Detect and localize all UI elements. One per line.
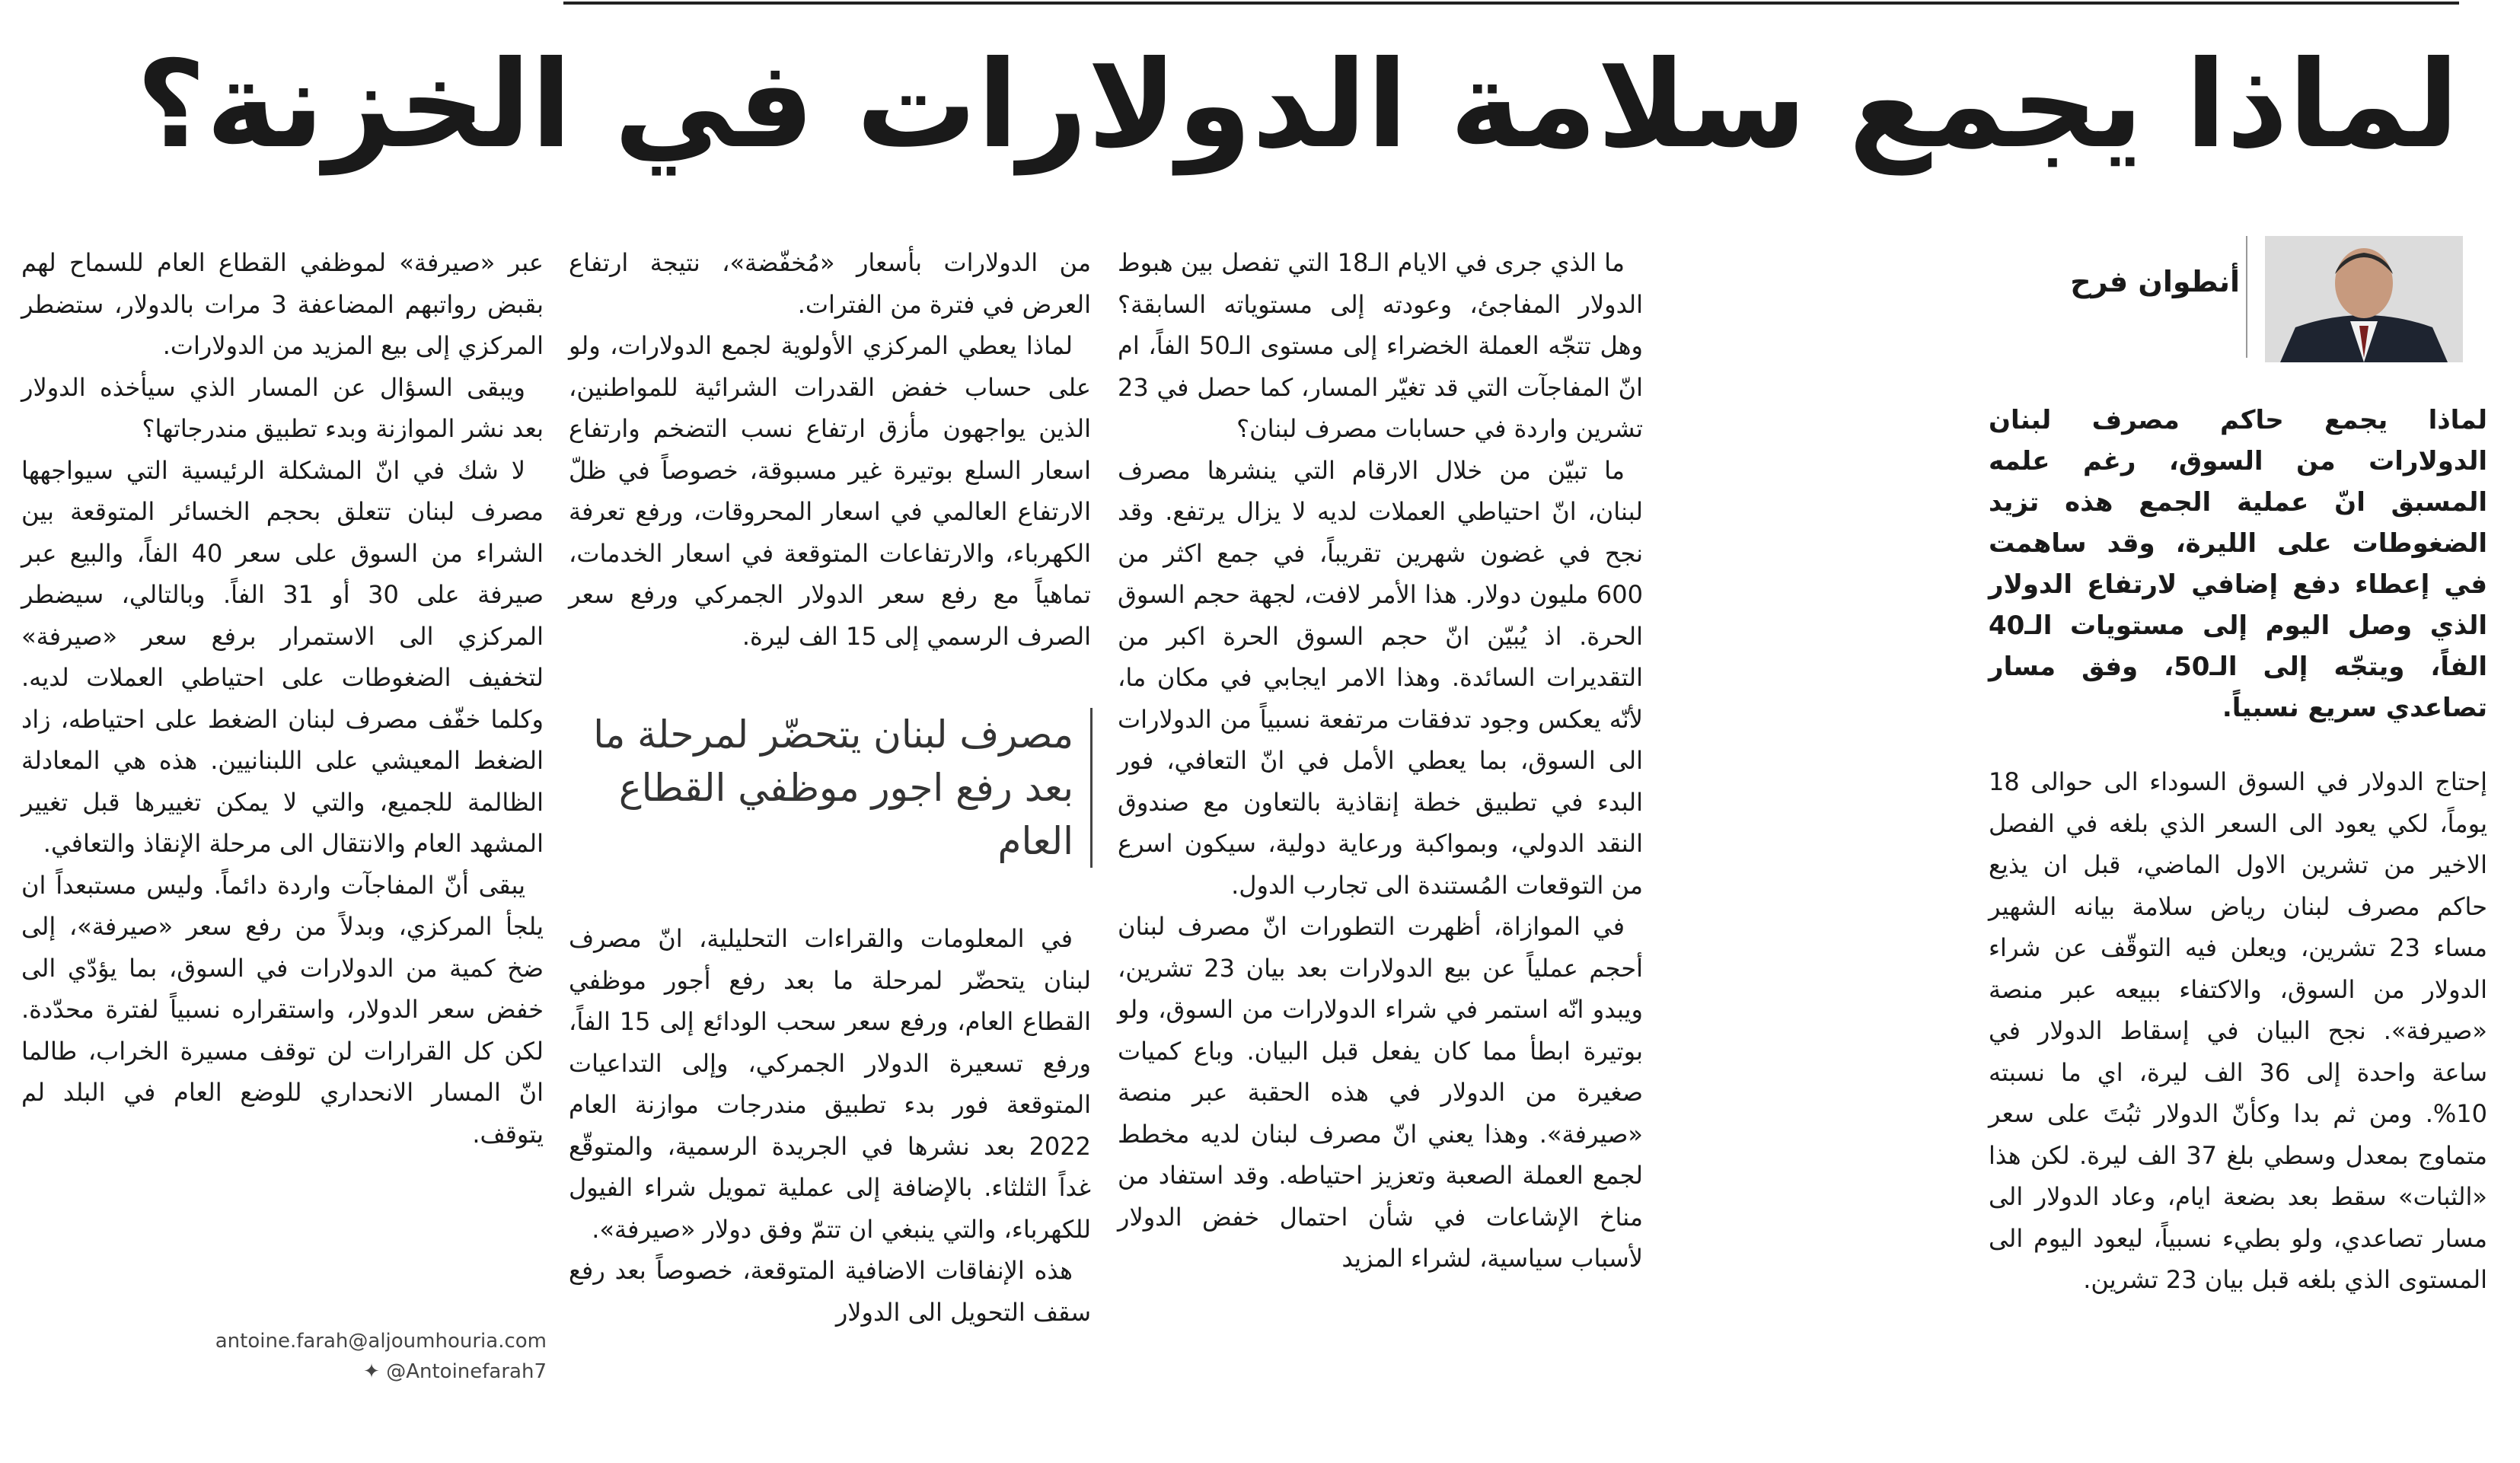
- twitter-icon: ✦: [363, 1360, 387, 1383]
- article-column-3-lower: [569, 918, 1091, 1333]
- author-photo: [2265, 236, 2463, 362]
- paragraph: ما الذي جرى في الايام الـ18 التي تفصل بين هبوط الدولار المفاجئ، وعودته إلى مستوياته السابقة؟ وهل تتجّه العملة الخضراء إلى مستوى الـ50 الفاً، ام انّ المفاجآت التي قد تغيّر المسار، كما حصل في 23 تشرين واردة في حسابات مصرف لبنان؟: [1118, 248, 1644, 443]
- paragraph: في الموازاة، أظهرت التطورات انّ مصرف لبنان أحجم عملياً عن بيع الدولارات بعد بيان 23 تشرين، ويبدو انّه استمر في شراء الدولارات من السوق، ولو بوتيرة ابطأ مما كان يفعل قبل البيان. وباع كميات صغيرة من الدولار في هذه الحقبة عبر منصة «صيرفة». وهذا يعني انّ مصرف لبنان لديه مخطط لجمع العملة الصعبة وتعزيز احتياطه. وقد استفاد من مناخ الإشاعات في شأن احتمال خفض الدولار لأسباب سياسية، لشراء المزيد: [1118, 912, 1643, 1273]
- author-twitter: @Antoinefarah7: [386, 1360, 547, 1383]
- paragraph: لا شك في انّ المشكلة الرئيسية التي سيواجهها مصرف لبنان تتعلق بحجم الخسائر المتوقعة بين الشراء من السوق على سعر 40 الفاً، والبيع عبر صيرفة على 30 أو 31 الفاً. وبالتالي، سيضطر المركزي الى الاستمرار برفع سعر «صيرفة» لتخفيف الضغوطات على احتياطي العملات لديه. وكلما خفّف مصرف لبنان الضغط على احتياطه، زاد الضغط المعيشي على اللبنانيين. هذه هي المعادلة الظالمة للجميع، والتي لا يمكن تغييرها قبل تغيير المشهد العام والانتقال الى مرحلة الإنقاذ والتعافي.: [21, 455, 544, 858]
- paragraph: من الدولارات بأسعار «مُخفّضة»، نتيجة ارتفاع العرض في فترة من الفترات.: [569, 248, 1091, 319]
- byline-divider: [2246, 236, 2247, 358]
- paragraph: يبقى أنّ المفاجآت واردة دائماً. وليس مستبعداً ان يلجأ المركزي، وبدلاً من رفع سعر «صيرفة»، إلى ضخ كمية من الدولارات في السوق، بما يؤدّي الى خفض سعر الدولار، واستقراره نسبياً لفترة محدّدة. لكن كل القرارات لن توقف مسيرة الخراب، طالما انّ المسار الانحداري للوضع العام في البلد لم يتوقف.: [21, 870, 544, 1149]
- paragraph: ما تبيّن من خلال الارقام التي ينشرها مصرف لبنان، انّ احتياطي العملات لديه لا يزال يرتفع. وقد نجح في غضون شهرين تقريباً، في جمع اكثر من 600 مليون دولار. هذا الأمر لافت، لجهة حجم السوق الحرة. اذ يُبيّن انّ حجم السوق الحرة اكبر من التقديرات السائدة. وهذا الامر ايجابي في مكان ما، لأنّه يعكس وجود تدفقات مرتفعة نسبياً من الدولارات الى السوق، بما يعطي الأمل في انّ التعافي، فور البدء في تطبيق خطة إنقاذية بالتعاون مع صندوق النقد الدولي، وبمواكبة ورعاية دولية، سيكون اسرع من التوقعات المُستندة الى تجارب الدول.: [1118, 455, 1643, 900]
- article-column-1: [1989, 761, 2487, 1301]
- paragraph: إحتاج الدولار في السوق السوداء الى حوالى 18 يوماً، لكي يعود الى السعر الذي بلغه في الفصل الاخير من تشرين الاول الماضي، قبل ان يذيع حاكم مصرف لبنان رياض سلامة بيانه الشهير مساء 23 تشرين، ويعلن فيه التوقّف عن شراء الدولار من السوق، والاكتفاء ببيعه عبر منصة «صيرفة». نجح البيان في إسقاط الدولار في ساعة واحدة إلى 36 الف ليرة، اي ما نسبته 10%. ومن ثم بدا وكأنّ الدولار ثبُتَ على سعر متماوج بمعدل وسطي بلغ 37 الف ليرة. لكن هذا «الثبات» سقط بعد بضعة ايام، وعاد الدولار الى مسار تصاعدي، ولو بطيء نسبياً، ليعود اليوم الى المستوى الذي بلغه قبل بيان 23 تشرين.: [1989, 767, 2488, 1294]
- author-name: أنطوان فرح: [2070, 265, 2240, 298]
- paragraph: في المعلومات والقراءات التحليلية، انّ مصرف لبنان يتحضّر لمرحلة ما بعد رفع أجور موظفي القطاع العام، ورفع سعر سحب الودائع إلى 15 الفاً، ورفع تسعيرة الدولار الجمركي، وإلى التداعيات المتوقعة فور بدء تطبيق مندرجات موازنة العام 2022 بعد نشرها في الجريدة الرسمية، والمتوقّع غداً الثلثاء. بالإضافة إلى عملية تمويل شراء الفيول للكهرباء، والتي ينبغي ان تتمّ وفق دولار «صيرفة».: [569, 924, 1092, 1244]
- author-email: antoine.farah@aljoumhouria.com: [215, 1330, 547, 1353]
- page-title: لماذا يجمع سلامة الدولارات في الخزنة؟: [136, 35, 2459, 175]
- author-twitter-row: [21, 1356, 547, 1387]
- article-column-2: [1118, 242, 1643, 1280]
- author-portrait-image: [2265, 236, 2463, 362]
- article-column-3: [569, 242, 1091, 657]
- article-column-4: [21, 242, 544, 1155]
- pull-quote: مصرف لبنان يتحضّر لمرحلة ما بعد رفع اجور موظفي القطاع العام: [586, 708, 1093, 868]
- top-rule: [563, 2, 2459, 5]
- lede-paragraph: لماذا يجمع حاكم مصرف لبنان الدولارات من السوق، رغم علمه المسبق انّ عملية الجمع هذه تزيد الضغوطات على الليرة، وقد ساهمت في إعطاء دفع إضافي لارتفاع الدولار الذي وصل اليوم إلى مستويات الـ40 الفاً، ويتجّه إلى الـ50، وفق مسار تصاعدي سريع نسبياً.: [1989, 405, 2487, 723]
- paragraph: لماذا يعطي المركزي الأولوية لجمع الدولارات، ولو على حساب خفض القدرات الشرائية للمواطنين، الذين يواجهون مأزق ارتفاع نسب التضخم وارتفاع اسعار السلع بوتيرة غير مسبوقة، خصوصاً في ظلّ الارتفاع العالمي في اسعار المحروقات، ورفع تعرفة الكهرباء، والارتفاعات المتوقعة في اسعار الخدمات، تماهياً مع رفع سعر الدولار الجمركي ورفع سعر الصرف الرسمي إلى 15 الف ليرة.: [569, 331, 1091, 651]
- paragraph: ويبقى السؤال عن المسار الذي سيأخذه الدولار بعد نشر الموازنة وبدء تطبيق مندرجاتها؟: [21, 372, 544, 443]
- paragraph: عبر «صيرفة» لموظفي القطاع العام للسماح لهم بقبض رواتبهم المضاعفة 3 مرات بالدولار، ستضطر المركزي إلى بيع المزيد من الدولارات.: [21, 248, 544, 360]
- author-contact: [21, 1326, 547, 1387]
- paragraph: هذه الإنفاقات الاضافية المتوقعة، خصوصاً بعد رفع سقف التحويل الى الدولار: [569, 1256, 1091, 1327]
